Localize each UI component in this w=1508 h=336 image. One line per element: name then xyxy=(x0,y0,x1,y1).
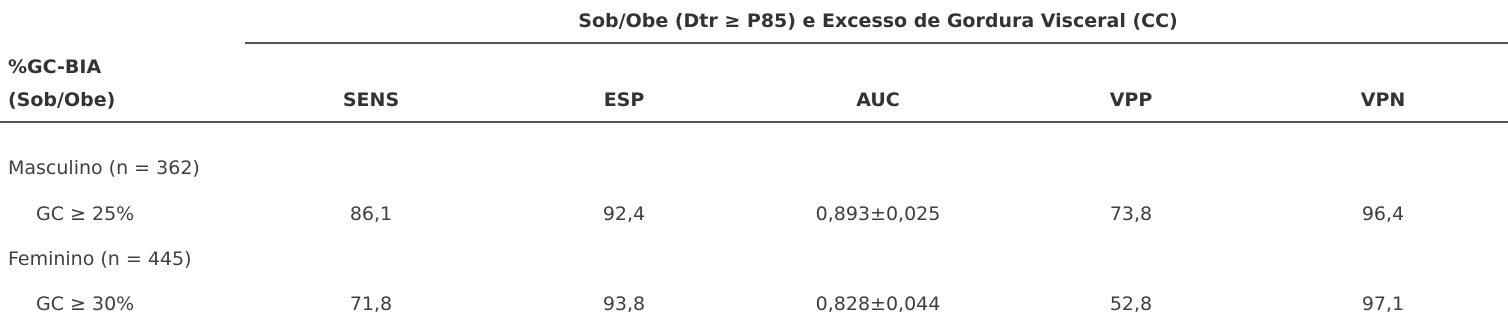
column-header-esp: ESP xyxy=(603,89,645,111)
cell-esp: 92,4 xyxy=(602,203,646,225)
header-bottom-rule xyxy=(0,121,1508,123)
cell-vpn: 96,4 xyxy=(1361,203,1405,225)
cell-sens: 71,8 xyxy=(349,293,393,315)
group-header: Sob/Obe (Dtr ≥ P85) e Excesso de Gordura Visceral (CC) xyxy=(578,10,1178,32)
group-label-masculino: Masculino (n = 362) xyxy=(8,157,200,179)
column-header-vpp: VPP xyxy=(1109,89,1153,111)
cell-vpp: 73,8 xyxy=(1109,203,1153,225)
row-header-line2: (Sob/Obe) xyxy=(8,89,116,111)
cell-auc: 0,828±0,044 xyxy=(815,293,941,315)
column-header-sens: SENS xyxy=(342,89,400,111)
row-label: GC ≥ 25% xyxy=(36,203,135,225)
cell-sens: 86,1 xyxy=(349,203,393,225)
row-header-line1: %GC-BIA xyxy=(8,56,102,78)
row-label: GC ≥ 30% xyxy=(36,293,135,315)
column-header-auc: AUC xyxy=(856,89,900,111)
column-header-vpn: VPN xyxy=(1360,89,1406,111)
cell-vpp: 52,8 xyxy=(1109,293,1153,315)
cell-esp: 93,8 xyxy=(602,293,646,315)
cell-auc: 0,893±0,025 xyxy=(815,203,941,225)
group-header-rule xyxy=(245,42,1508,44)
group-label-feminino: Feminino (n = 445) xyxy=(8,248,192,270)
cell-vpn: 97,1 xyxy=(1361,293,1405,315)
